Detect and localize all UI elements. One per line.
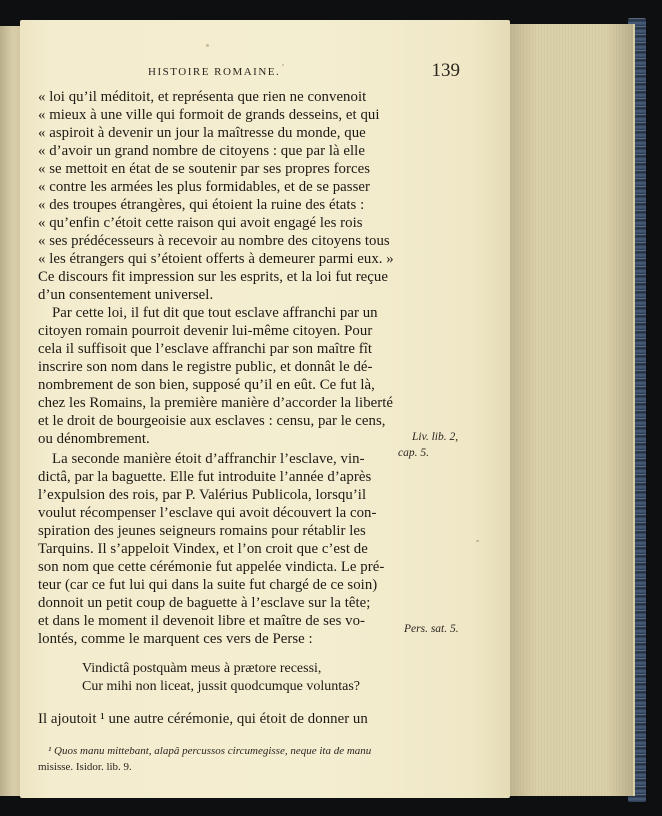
paragraph-start: La seconde manière étoit d’affranchir l’esclave, vin- (52, 451, 365, 467)
text-line: « loi qu’il méditoit, et représenta que rien ne convenoit (38, 89, 367, 105)
text-line: son nom que cette cérémonie fut appelée vindicta. Le pré- (38, 559, 385, 575)
text-line: et dans le moment il devenoit libre et maître de ses vo- (38, 613, 366, 629)
text-line: Ce discours fit impression sur les esprits, et la loi fut reçue (38, 269, 388, 285)
marginal-note-persius: Pers. sat. 5. (404, 623, 459, 635)
text-line: « les étrangers qui s’étoient offerts à demeurer parmi eux. » (38, 251, 394, 267)
marginal-note-livy: cap. 5. (398, 447, 429, 459)
text-line: Tarquins. Il s’appeloit Vindex, et l’on croit que c’est de (38, 541, 368, 557)
page-number: 139 (431, 60, 460, 81)
text-line: « aspiroit à devenir un jour la maîtresse du monde, que (38, 125, 366, 141)
text-line: d’un consentement universel. (38, 287, 214, 303)
text-line: « se mettoit en état de se soutenir par ses propres forces (38, 161, 371, 177)
verse-line: Cur mihi non liceat, jussit quodcumque voluntas? (82, 679, 361, 694)
text-line: spiration des jeunes seigneurs romains pour rétablir les (38, 523, 366, 539)
text-line: cela il suffisoit que l’esclave affranchi par son maître fît (38, 341, 373, 357)
text-line: et le droit de bourgeoisie aux esclaves : censu, par le cens, (38, 413, 386, 429)
previous-page-edge (0, 26, 22, 796)
text-line: « d’avoir un grand nombre de citoyens : que par là elle (38, 143, 365, 159)
verse-line: Vindictâ postquàm meus à prætore recessi, (82, 661, 322, 676)
running-title: HISTOIRE ROMAINE. (148, 66, 281, 78)
fore-edge-shading (503, 24, 633, 796)
closing-line: Il ajoutoit ¹ une autre cérémonie, qui étoit de donner un (38, 711, 368, 727)
text-line: « des troupes étrangères, qui étoient la ruine des états : (38, 197, 365, 213)
text-line: l’expulsion des rois, par P. Valérius Publicola, lorsqu’il (38, 487, 367, 503)
text-line: teur (car ce fut lui qui dans la suite fut chargé de ce soin) (38, 577, 378, 593)
text-line: donnoit un petit coup de baguette à l’esclave sur la tête; (38, 595, 371, 611)
text-line: citoyen romain pourroit devenir lui-même citoyen. Pour (38, 323, 373, 339)
text-line: « ses prédécesseurs à recevoir au nombre des citoyens tous (38, 233, 390, 249)
text-line: voulut récompenser l’esclave qui avoit découvert la con- (38, 505, 377, 521)
paragraph-start: Par cette loi, il fut dit que tout esclave affranchi par un (52, 305, 378, 321)
foxing-spot (476, 540, 479, 542)
foxing-spot (206, 44, 209, 47)
text-line: inscrire son nom dans le registre public, et donnât le dé- (38, 359, 373, 375)
text-line: chez les Romains, la première manière d’accorder la liberté (38, 395, 394, 411)
text-line: « contre les armées les plus formidables, et de se passer (38, 179, 370, 195)
footnote-line: misisse. Isidor. lib. 9. (38, 761, 132, 773)
text-line: « qu’enfin c’étoit cette raison qui avoit engagé les rois (38, 215, 363, 231)
text-line: dictâ, par la baguette. Elle fut introduite l’année d’après (38, 469, 372, 485)
text-line: lontés, comme le marquent ces vers de Perse : (38, 631, 313, 647)
text-line: ou dénombrement. (38, 431, 150, 447)
text-line: « mieux à une ville qui formoit de grands desseins, et qui (38, 107, 380, 123)
text-line: nombrement de son bien, supposé qu’il en eût. Ce fut là, (38, 377, 375, 393)
marginal-note-livy: Liv. lib. 2, (412, 431, 459, 443)
footnote-line: ¹ Quos manu mittebant, alapâ percussos circumegisse, neque ita de manu (48, 745, 372, 757)
page-header (148, 60, 468, 82)
